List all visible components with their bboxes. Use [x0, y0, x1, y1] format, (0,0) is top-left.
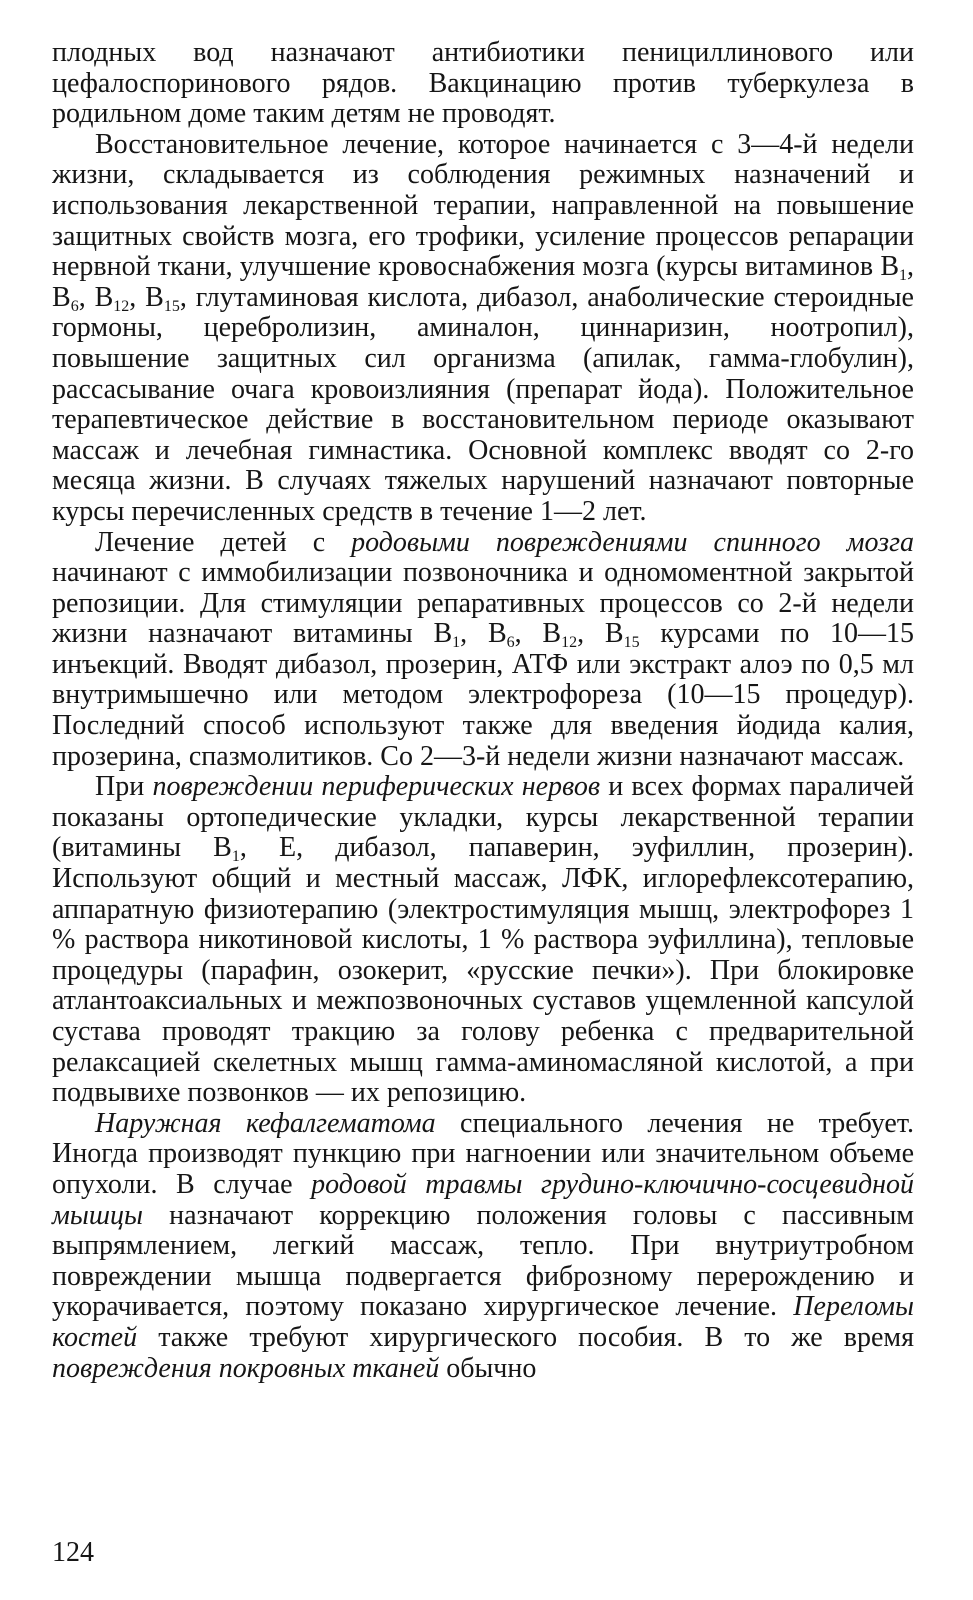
paragraph — [52, 38, 914, 130]
text-run: также требуют хирургического пособия. В то же время — [137, 1321, 914, 1353]
emphasis-term: родовой травмы грудино-ключично-сосцевидной мышцы — [52, 1168, 914, 1231]
subscript: 15 — [623, 634, 640, 652]
text-run: При — [95, 771, 153, 803]
text-run: , В — [52, 251, 914, 313]
subscript: 12 — [561, 634, 578, 652]
text-run: плодных вод назначают антибиотики пенициллинового или цефалоспоринового рядов. Вакцинацию против туберкулеза в родильном доме таким детям не проводят. — [52, 37, 914, 130]
emphasis-term: Переломы костей — [52, 1291, 914, 1353]
page-body — [52, 38, 914, 1558]
paragraph — [52, 772, 914, 1109]
text-run: и всех формах параличей показаны ортопедические укладки, курсы лекарственной терапии (витамины В — [52, 771, 914, 864]
text-run: Восстановительное лечение, которое начинается с 3—4-й недели жизни, складывается из соблюдения режимных назначений и использования лекарственной терапии, направленной на повышение защитных свойств мозга, его трофики, усиление процессов репарации нервной ткани, улучшение кровоснабжения мозга (курсы витаминов В — [52, 128, 914, 283]
subscript: 1 — [899, 267, 907, 285]
text-run: , В — [78, 281, 114, 313]
text-run: назначают коррекцию положения головы с пассивным выпрямлением, легкий массаж, тепло. При внутриутробном повреждении мышца подвергается фиброзному перерождению и укорачивается, поэтому показано хирургическое лечение. — [52, 1199, 914, 1323]
text-run: начинают с иммобилизации позвоночника и одномоментной закрытой репозиции. Для стимуляции репаративных процессов со 2-й недели жизни назначают витамины В — [52, 557, 914, 650]
emphasis-term: Наружная кефалгематома — [95, 1107, 436, 1139]
subscript: 6 — [506, 634, 515, 652]
text-run: Лечение детей с — [95, 526, 352, 558]
emphasis-term: родовыми повреждениями спинного мозга — [351, 526, 914, 558]
subscript: 1 — [231, 848, 240, 866]
text-run: , В — [577, 618, 624, 650]
subscript: 12 — [113, 297, 130, 315]
paragraph — [52, 130, 914, 528]
text-run: специального лечения не требует. Иногда производят пункцию при нагноении или значительном объеме опухоли. В случае — [52, 1107, 914, 1200]
subscript: 15 — [163, 297, 180, 315]
emphasis-term: повреждения покровных тканей — [52, 1352, 440, 1384]
paragraph — [52, 1109, 914, 1384]
text-run: , глутаминовая кислота, дибазол, анаболические стероидные гормоны, церебролизин, аминалон, циннаризин, ноотропил), повышение защитных сил организма (апилак, гамма-глобулин), рассасывание очага кровоизлияния (препарат йода). Положительное терапевтическое действие в восстановительном периоде оказывают массаж и лечебная гимнастика. Основной комплекс вводят со 2-го месяца жизни. В случаях тяжелых нарушений назначают повторные курсы перечисленных средств в течение 1—2 лет. — [52, 281, 914, 527]
text-run: , В — [514, 618, 562, 650]
text-run: , Е, дибазол, папаверин, эуфиллин, прозерин). Используют общий и местный массаж, ЛФК, иглорефлексотерапию, аппаратную физиотерапию (электростимуляция мышц, электрофорез 1 % раствора никотиновой кислоты, 1 % раствора эуфиллина), тепловые процедуры (парафин, озокерит, «русские печки»). При блокировке атлантоаксиальных и межпозвоночных суставов ущемленной капсулой сустава проводят тракцию за голову ребенка с предварительной релаксацией скелетных мышц гамма-аминомасляной кислотой, а при подвывихе позвонков — их репозицию. — [52, 832, 914, 1109]
page-number: 124 — [52, 1537, 94, 1568]
text-run: курсами по 10—15 инъекций. Вводят дибазол, прозерин, АТФ или экстракт алоэ по 0,5 мл внутримышечно или методом электрофореза (10—15 процедур). Последний способ используют также для введения йодида калия, прозерина, спазмолитиков. Со 2—3-й недели жизни назначают массаж. — [52, 618, 914, 772]
emphasis-term: повреждении периферических нервов — [152, 771, 600, 803]
subscript: 1 — [452, 634, 461, 652]
subscript: 6 — [70, 297, 79, 315]
text-run: обычно — [439, 1352, 537, 1384]
text-run: , В — [460, 618, 507, 650]
paragraph — [52, 528, 914, 773]
text-run: , В — [129, 281, 164, 313]
